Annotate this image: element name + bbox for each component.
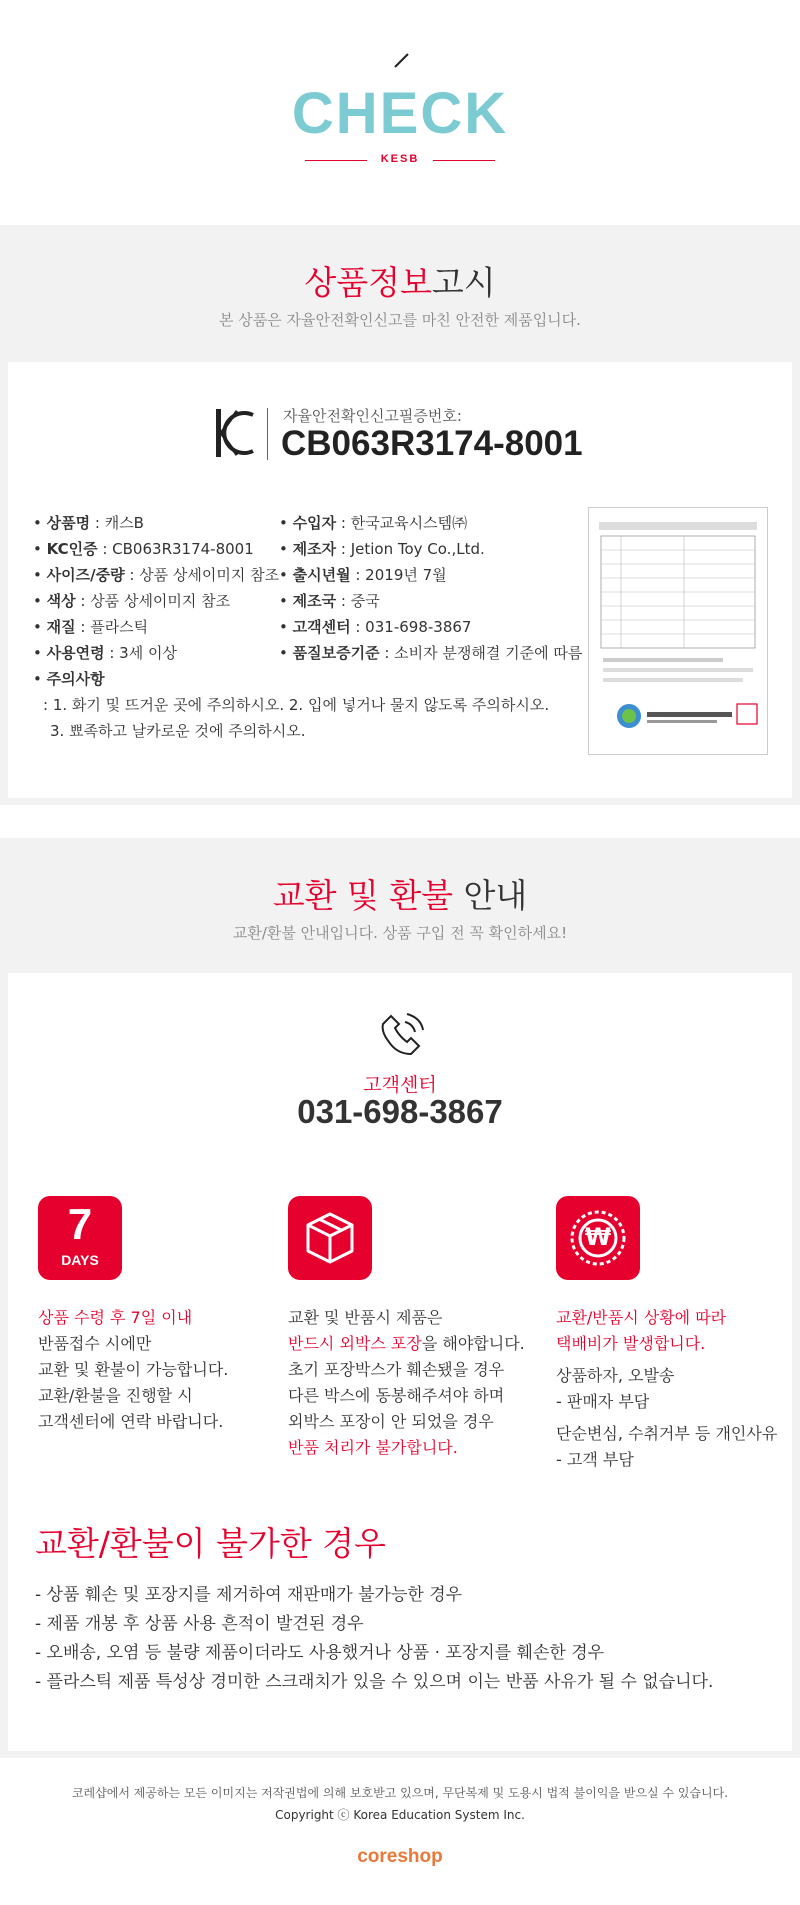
info-release: • 출시년월 : 2019년 7월	[279, 564, 447, 585]
won-badge: ₩	[556, 1196, 640, 1280]
product-notice-subtitle: 본 상품은 자율안전확인신고를 마친 안전한 제품입니다.	[219, 311, 581, 329]
product-notice-title: 상품정보고시	[304, 263, 496, 302]
no-refund-item: - 상품 훼손 및 포장지를 제거하여 재판매가 불가능한 경우	[35, 1585, 463, 1605]
info-size: • 사이즈/중량 : 상품 상세이미지 참조	[33, 564, 279, 585]
info-importer: • 수입자 : 한국교육시스템㈜	[279, 512, 467, 533]
kc-mark-icon	[215, 407, 255, 459]
coreshop-logo: coreshop	[357, 1846, 443, 1867]
slash-mark	[392, 50, 412, 70]
no-refund-item-scratch: - 플라스틱 제품 특성상 경미한 스크래치가 있을 수 있으며 이는 반품 사유가 될 수 없습니다.	[35, 1672, 714, 1692]
exchange-title: 교환 및 환불 안내	[272, 876, 528, 915]
kc-divider	[267, 408, 268, 460]
info-manufacturer: • 제조자 : Jetion Toy Co.,Ltd.	[279, 538, 485, 559]
no-refund-item: - 오배송, 오염 등 불량 제품이더라도 사용했거나 상품 · 포장지를 훼손한 경우	[35, 1643, 605, 1663]
caution-line-2: 3. 뾰족하고 날카로운 것에 주의하시오.	[50, 722, 306, 740]
no-refund-title: 교환/환불이 불가한 경우	[35, 1524, 386, 1563]
caution-line-1: : 1. 화기 및 뜨거운 곳에 주의하시오. 2. 입에 넣거나 물지 않도록 주의하시오.	[43, 696, 550, 714]
policy-packaging-text: 교환 및 반품시 제품은 반드시 외박스 포장을 해야합니다. 초기 포장박스가 훼손됐을 경우 다른 박스에 동봉해주셔야 하며 외박스 포장이 안 되었을 경우 반품 처리가 불가합니다.	[288, 1308, 525, 1457]
info-customer-center: • 고객센터 : 031-698-3867	[279, 616, 471, 637]
footer-copyright: Copyright ⓒ Korea Education System Inc.	[275, 1808, 525, 1822]
info-material: • 재질 : 플라스틱	[33, 616, 148, 637]
policy-7days-text: 상품 수령 후 7일 이내 반품접수 시에만 교환 및 환불이 가능합니다. 교환/환불을 진행할 시 고객센터에 연락 바랍니다.	[38, 1308, 229, 1431]
check-heading: CHECK	[291, 81, 509, 146]
phone-icon	[375, 1010, 427, 1062]
policy-shipping-fee-text: 교환/반품시 상황에 따라 택배비가 발생합니다. 상품하자, 오발송 - 판매자 부담 단순변심, 수취거부 등 개인사유 - 고객 부담	[556, 1308, 778, 1469]
seven-days-badge: 7 DAYS	[38, 1196, 122, 1280]
customer-center-number: 031-698-3867	[297, 1093, 503, 1130]
kesb-rule	[305, 151, 495, 171]
info-country: • 제조국 : 중국	[279, 590, 380, 611]
customer-center-label: 고객센터	[363, 1074, 437, 1096]
exchange-subtitle: 교환/환불 안내입니다. 상품 구입 전 꼭 확인하세요!	[232, 924, 568, 942]
footer-copyright-notice: 코레샵에서 제공하는 모든 이미지는 저작권법에 의해 보호받고 있으며, 무단복제 및 도용시 법적 불이익을 받으실 수 있습니다.	[71, 1786, 729, 1800]
info-product-name: • 상품명 : 캐스B	[33, 512, 144, 533]
info-warranty: • 품질보증기준 : 소비자 분쟁해결 기준에 따름	[279, 642, 582, 663]
info-age: • 사용연령 : 3세 이상	[33, 642, 177, 663]
certificate-thumbnail	[588, 507, 768, 755]
info-kc: • KC인증 : CB063R3174-8001	[33, 538, 254, 559]
caution-title: • 주의사항	[33, 668, 105, 689]
kesb-label: KESB	[380, 153, 420, 165]
package-box-badge	[288, 1196, 372, 1280]
info-color: • 색상 : 상품 상세이미지 참조	[33, 590, 230, 611]
no-refund-item: - 제품 개봉 후 상품 사용 흔적이 발견된 경우	[35, 1614, 364, 1634]
kc-cert-label: 자율안전확인신고필증번호:	[283, 407, 462, 425]
kc-cert-number: CB063R3174-8001	[281, 424, 583, 463]
package-box-icon	[288, 1196, 372, 1280]
